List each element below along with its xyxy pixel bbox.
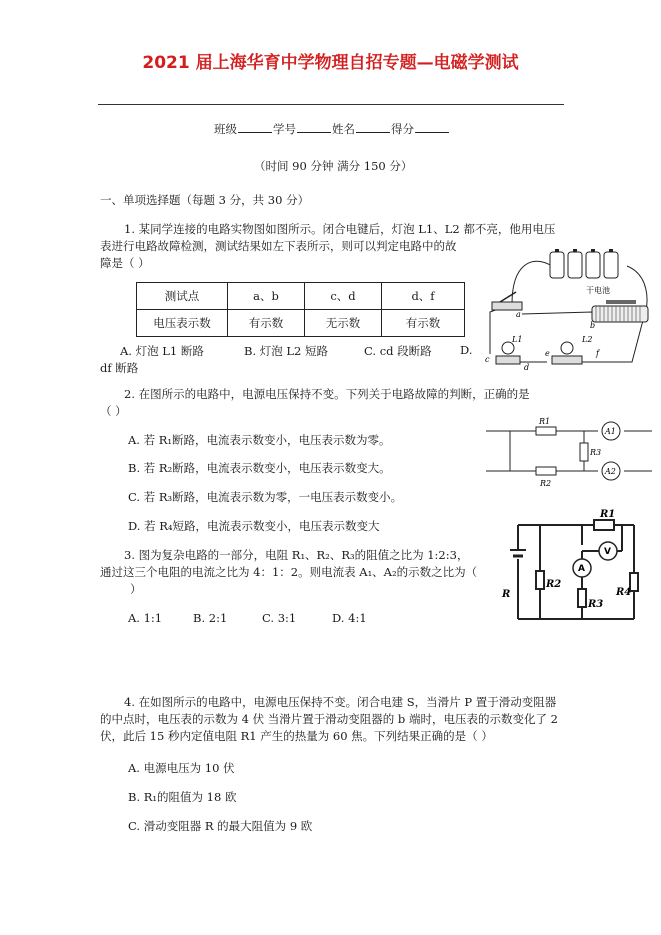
class-blank[interactable] [238, 121, 272, 133]
table-header-cell: d、f [382, 283, 465, 310]
q1-battery-label: 干电池 [586, 286, 610, 295]
q2-option-b[interactable]: B. 若 R₂断路，电流表示数变小，电压表示数变大。 [128, 461, 391, 475]
table-cell: 无示数 [305, 310, 382, 337]
table-cell: 有示数 [382, 310, 465, 337]
header-divider [98, 104, 564, 105]
q2-label-a2: A2 [605, 467, 616, 476]
student-info-line [214, 121, 450, 137]
q2-label-r2: R2 [540, 479, 552, 488]
label-l2: L2 [582, 335, 593, 344]
q4-line3: 伏，此后 15 秒内定值电阻 R1 产生的热量为 60 焦。下列结果正确的是（ ） [100, 729, 493, 743]
q4-line1: 4. 在如图所示的电路中，电源电压保持不变。闭合电建 S，当滑片 P 置于滑动变阻器 [124, 695, 557, 709]
table-header-cell: c、d [305, 283, 382, 310]
q2-label-r1: R1 [539, 417, 551, 426]
q1-option-d-cont: df 断路 [100, 361, 139, 375]
class-label: 班级 [214, 122, 237, 136]
score-label: 得分 [391, 122, 414, 136]
table-cell: 电压表示数 [137, 310, 228, 337]
q3-option-a[interactable]: A. 1:1 [128, 611, 163, 625]
name-blank[interactable] [356, 121, 390, 133]
table-row [137, 283, 465, 310]
q3-label-voltmeter: V [604, 547, 611, 557]
score-blank[interactable] [415, 121, 449, 133]
q3-label-r1: R1 [600, 509, 616, 520]
q1-line1: 1. 某同学连接的电路实物图如图所示。闭合电键后，灯泡 L1、L2 都不亮，他用电压 [124, 222, 556, 236]
q2-line2: （ ） [100, 404, 127, 418]
page-title: 2021 届上海华育中学物理自招专题—电磁学测试 [142, 53, 519, 73]
q3-label-r3: R3 [588, 599, 604, 610]
q3-label-r2: R2 [546, 579, 562, 590]
table-header-cell: a、b [228, 283, 305, 310]
q3-label-ammeter: A [578, 564, 585, 574]
id-blank[interactable] [297, 121, 331, 133]
q3-label-r4: R4 [616, 587, 632, 598]
q2-circuit-figure [486, 415, 652, 490]
section-heading: 一、单项选择题（每题 3 分，共 30 分） [100, 193, 310, 207]
q3-option-d[interactable]: D. 4:1 [332, 611, 367, 625]
q1-option-d[interactable]: D. [460, 343, 473, 357]
q2-label-a1: A1 [605, 427, 616, 436]
table-header-cell: 测试点 [137, 283, 228, 310]
time-note: （时间 90 分钟 满分 150 分） [254, 159, 413, 173]
q1-option-a[interactable]: A. 灯泡 L1 断路 [120, 344, 204, 358]
q1-test-table [136, 282, 465, 337]
q3-circuit-figure [498, 505, 642, 623]
q1-line3: 障是（ ） [100, 256, 150, 270]
q3-line1: 3. 图为复杂电路的一部分，电阻 R₁、R₂、R₃的阻值之比为 1:2:3， [124, 548, 469, 562]
q1-circuit-figure [482, 244, 660, 372]
q2-label-r3: R3 [590, 448, 602, 457]
label-c: c [485, 355, 490, 364]
q3-option-c[interactable]: C. 3:1 [262, 611, 297, 625]
q4-option-b[interactable]: B. R₁的阻值为 18 欧 [128, 790, 237, 804]
q4-option-a[interactable]: A. 电源电压为 10 伏 [128, 761, 235, 775]
q4-option-c[interactable]: C. 滑动变阻器 R 的最大阻值为 9 欧 [128, 819, 313, 833]
q3-label-r: R [502, 589, 511, 600]
id-label: 学号 [273, 122, 296, 136]
q2-option-c[interactable]: C. 若 R₃断路，电流表示数为零，一电压表示数变小。 [128, 490, 403, 504]
name-label: 姓名 [332, 122, 355, 136]
label-a: a [516, 310, 521, 319]
q2-line1: 2. 在图所示的电路中，电源电压保持不变。下列关于电路故障的判断，正确的是 [124, 387, 530, 401]
q3-option-b[interactable]: B. 2:1 [193, 611, 228, 625]
q1-option-b[interactable]: B. 灯泡 L2 短路 [244, 344, 329, 358]
label-l1: L1 [512, 335, 523, 344]
q2-option-d[interactable]: D. 若 R₄短路，电流表示数变小，电压表示数变大 [128, 519, 380, 533]
q1-line2: 表进行电路故障检测，测试结果如左下表所示，则可以判定电路中的故 [100, 239, 457, 253]
q1-option-c[interactable]: C. cd 段断路 [364, 344, 432, 358]
q2-option-a[interactable]: A. 若 R₁断路，电流表示数变小，电压表示数为零。 [128, 433, 391, 447]
q3-line2: 通过这三个电阻的电流之比为 4：1：2。则电流表 A₁、A₂的示数之比为（ [100, 565, 478, 579]
label-d: d [524, 363, 530, 372]
label-f: f [596, 349, 599, 358]
label-b: b [590, 321, 596, 330]
table-cell: 有示数 [228, 310, 305, 337]
q3-line3: ） [130, 582, 142, 596]
q4-line2: 的中点时，电压表的示数为 4 伏 当滑片置于滑动变阻器的 b 端时，电压表的示数变化了 2 [100, 712, 558, 726]
label-e: e [545, 349, 550, 358]
table-row [137, 310, 465, 337]
